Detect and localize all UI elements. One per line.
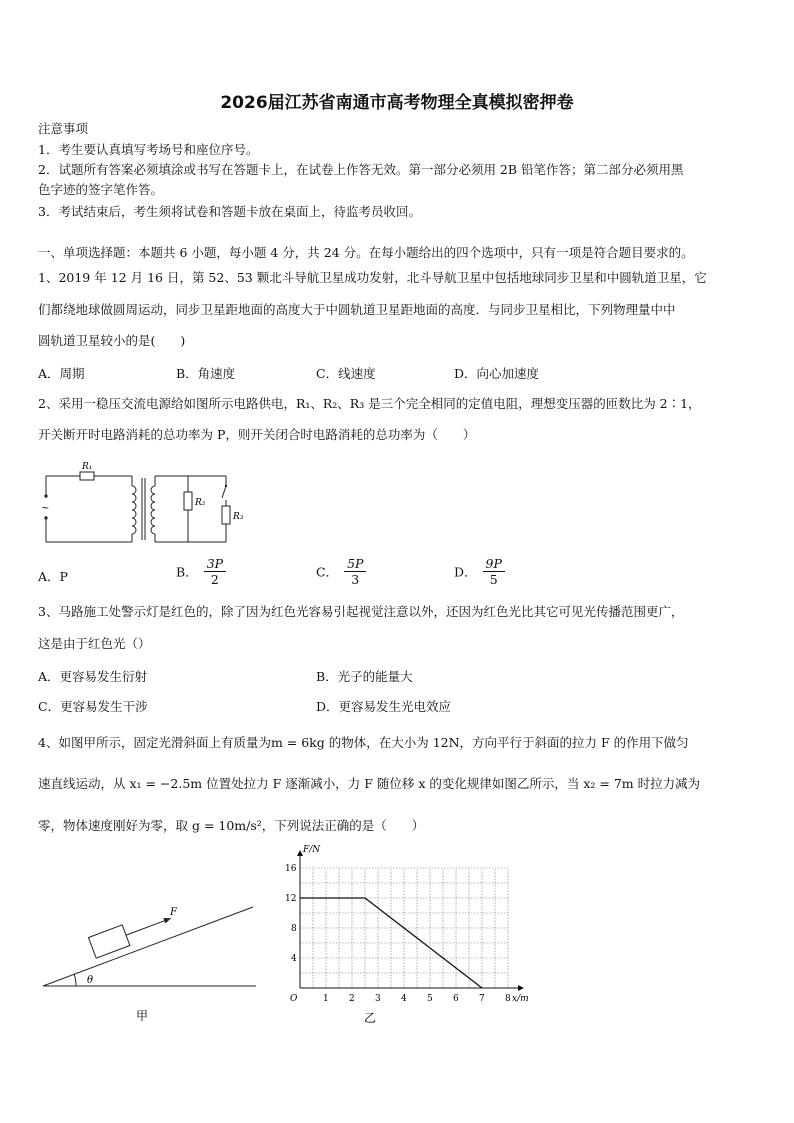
y-axis-label: F/N: [303, 845, 321, 855]
x-axis-arrow: [518, 985, 524, 991]
q1-option-a: A．周期: [38, 366, 85, 381]
option-label: C．: [316, 564, 339, 580]
y-tick-label: 12: [285, 894, 297, 904]
q4-text: 速直线运动，从 x₁ = −2.5m 位置处拉力 F 逐渐减小，力 F 随位移 x 的变化规律如图乙所示，当 x₂ = 7m 时拉力减为: [38, 776, 701, 791]
x-tick-label: 6: [453, 994, 459, 1004]
section-heading: 一、单项选择题：本题共 6 小题，每小题 4 分，共 24 分。在每小题给出的四个选项中，只有一项是符合题目要求的。: [38, 245, 694, 260]
q1-text: 1、2019 年 12 月 16 日，第 52、53 颗北斗导航卫星成功发射，北斗导航卫星中包括地球同步卫星和中圆轨道卫星，它: [38, 270, 707, 285]
option-label: B．: [176, 564, 198, 580]
figure-caption-jia: 甲: [136, 1009, 149, 1023]
q1-text: 圆轨道卫星较小的是( ): [38, 333, 186, 348]
angle-label: θ: [87, 975, 94, 986]
q1-option-b: B．角速度: [176, 366, 236, 381]
force-displacement-chart: [276, 845, 529, 1032]
circuit-diagram: [38, 458, 258, 548]
notice-item: 色字迹的签字笔作答。: [38, 182, 164, 197]
r3-label: R₃: [233, 512, 244, 522]
x-tick-label: 8: [505, 994, 511, 1004]
page-title: 2026届江苏省南通市高考物理全真模拟密押卷: [220, 93, 574, 113]
q3-text: 3、马路施工处警示灯是红色的，除了因为红色光容易引起视觉注意以外，还因为红色光比其它可见光传播范围更广，: [38, 604, 684, 619]
q4-text: 零，物体速度刚好为零，取 g = 10m/s²，下列说法正确的是（ ）: [38, 818, 425, 833]
x-tick-label: 7: [479, 994, 485, 1004]
y-tick-label: 8: [291, 924, 297, 934]
r2-label: R₂: [195, 498, 206, 508]
figure-caption-yi: 乙: [364, 1011, 377, 1025]
incline-figure: [38, 880, 268, 1030]
fraction-numerator: 9P: [483, 556, 505, 572]
r1-label: R₁: [82, 462, 93, 472]
q3-option-a: A．更容易发生衍射: [38, 669, 148, 684]
fraction: [483, 556, 505, 587]
q2-option-c: [316, 556, 366, 587]
q1-option-d: D．向心加速度: [454, 366, 540, 381]
q1-text: 们都绕地球做圆周运动，同步卫星距地面的高度大于中圆轨道卫星距地面的高度．与同步卫星相比，下列物理量中中: [38, 302, 676, 317]
x-axis-label: x/m: [512, 994, 529, 1004]
y-tick-label: 4: [291, 954, 297, 964]
terminal-dot: [44, 494, 47, 497]
force-label: F: [170, 907, 177, 918]
x-tick-label: 5: [427, 994, 433, 1004]
q3-option-c: C．更容易发生干涉: [38, 699, 148, 714]
chart-axes: [297, 850, 524, 991]
fraction-denominator: 5: [489, 572, 498, 587]
fraction-denominator: 3: [351, 572, 360, 587]
option-label: D．: [454, 564, 477, 580]
notice-item: 3．考试结束后，考生须将试卷和答题卡放在桌面上，待监考员收回。: [38, 204, 421, 219]
origin-label: O: [290, 994, 298, 1004]
fraction: [344, 556, 366, 587]
q2-option-d: [454, 556, 505, 587]
x-tick-label: 3: [375, 994, 381, 1004]
block: [88, 925, 129, 958]
fraction-numerator: 5P: [344, 556, 366, 572]
q3-text: 这是由于红色光（）: [38, 636, 151, 651]
fraction-denominator: 2: [210, 572, 219, 587]
q4-text: 4、如图甲所示，固定光滑斜面上有质量为m = 6kg 的物体，在大小为 12N，方向平行于斜面的拉力 F 的作用下做匀: [38, 735, 689, 750]
notice-item: 2．试题所有答案必须填涂或书写在答题卡上，在试卷上作答无效。第一部分必须用 2B 铅笔作答；第二部分必须用黑: [38, 162, 684, 177]
q3-option-d: D．更容易发生光电效应: [316, 699, 452, 714]
x-tick-label: 1: [323, 994, 329, 1004]
fraction: [204, 556, 226, 587]
q1-option-c: C．线速度: [316, 366, 376, 381]
q2-option-b: [176, 556, 226, 587]
notice-heading: 注意事项: [38, 121, 89, 136]
q3-option-b: B．光子的能量大: [316, 669, 413, 684]
x-tick-label: 2: [349, 994, 355, 1004]
y-tick-label: 16: [285, 864, 297, 874]
fraction-numerator: 3P: [204, 556, 226, 572]
q2-option-a: A．P: [38, 569, 68, 584]
q2-text: 开关断开时电路消耗的总功率为 P，则开关闭合时电路消耗的总功率为（ ）: [38, 427, 476, 442]
notice-item: 1．考生要认真填写考场号和座位序号。: [38, 142, 259, 157]
x-tick-label: 4: [401, 994, 407, 1004]
terminal-dot: [44, 516, 47, 519]
chart-ticks: [285, 864, 511, 1004]
q2-text: 2、采用一稳压交流电源给如图所示电路供电，R₁、R₂、R₃ 是三个完全相同的定值电阻，理想变压器的匝数比为 2∶1，: [38, 396, 701, 411]
ac-source-symbol: ~: [41, 503, 50, 514]
